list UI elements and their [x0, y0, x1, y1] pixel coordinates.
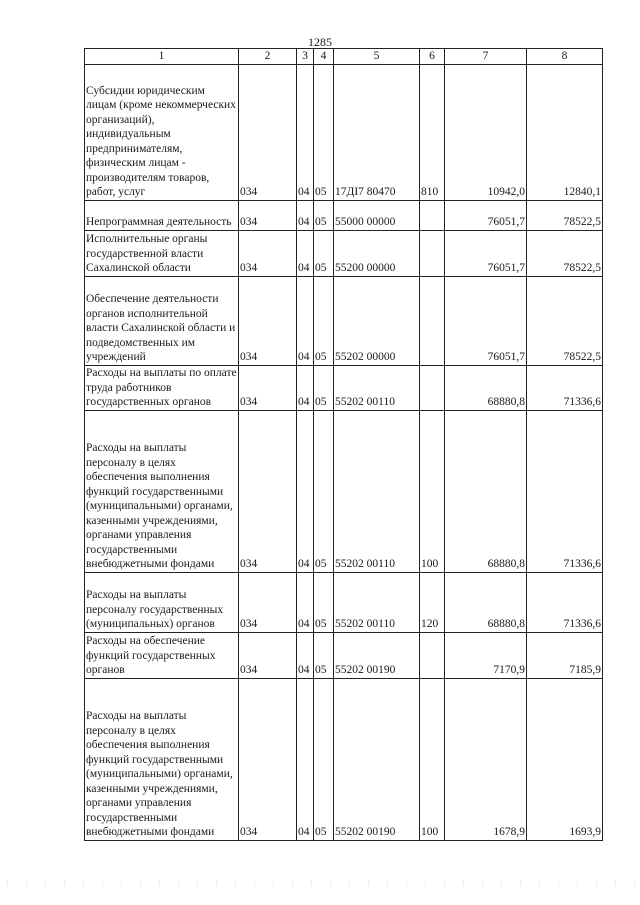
cell-admin: 034	[239, 365, 297, 410]
cell-subsection: 05	[314, 200, 334, 230]
cell-target: 55202 00190	[334, 678, 420, 840]
cell-expense-type	[420, 200, 445, 230]
cell-amount-1: 7170,9	[445, 632, 527, 678]
cell-subsection: 05	[314, 410, 334, 572]
cell-admin: 034	[239, 632, 297, 678]
cell-expense-type	[420, 230, 445, 276]
cell-amount-1: 76051,7	[445, 276, 527, 365]
row-name: Расходы на выплаты персоналу в целях обеспечения выполнения функций государственными (муниципальными) органами, казенными учреждениями, органами управления государственными внебюджетными фондами	[85, 410, 239, 572]
cell-subsection: 05	[314, 230, 334, 276]
page-number: 1285	[308, 35, 332, 49]
cell-amount-2: 78522,5	[527, 200, 603, 230]
cell-section: 04	[297, 632, 314, 678]
cell-amount-1: 1678,9	[445, 678, 527, 840]
cell-expense-type: 100	[420, 410, 445, 572]
cell-admin: 034	[239, 276, 297, 365]
cell-expense-type	[420, 276, 445, 365]
cell-admin: 034	[239, 64, 297, 200]
table-row	[85, 632, 603, 678]
cell-amount-1: 68880,8	[445, 365, 527, 410]
cell-subsection: 05	[314, 678, 334, 840]
header-cell: 6	[420, 49, 445, 65]
header-cell: 4	[314, 49, 334, 65]
row-name: Субсидии юридическим лицам (кроме некоммерческих организаций), индивидуальным предпринимателям, физическим лицам - производителям товаров, работ, услуг	[85, 64, 239, 200]
header-cell: 1	[85, 49, 239, 65]
cell-target: 55202 00110	[334, 365, 420, 410]
cell-amount-1: 68880,8	[445, 410, 527, 572]
budget-table	[84, 48, 603, 841]
cell-target: 55202 00000	[334, 276, 420, 365]
header-row	[85, 49, 603, 65]
cell-expense-type	[420, 632, 445, 678]
table-row	[85, 410, 603, 572]
cell-section: 04	[297, 64, 314, 200]
scan-noise-strip	[0, 880, 640, 886]
header-cell: 5	[334, 49, 420, 65]
cell-subsection: 05	[314, 632, 334, 678]
cell-admin: 034	[239, 200, 297, 230]
cell-subsection: 05	[314, 572, 334, 632]
header-cell: 3	[297, 49, 314, 65]
cell-target: 17ДI7 80470	[334, 64, 420, 200]
row-name: Непрограммная деятельность	[85, 200, 239, 230]
header-cell: 2	[239, 49, 297, 65]
cell-admin: 034	[239, 230, 297, 276]
cell-amount-2: 78522,5	[527, 276, 603, 365]
cell-amount-2: 1693,9	[527, 678, 603, 840]
cell-admin: 034	[239, 572, 297, 632]
row-name: Расходы на выплаты персоналу в целях обеспечения выполнения функций государственными (муниципальными) органами, казенными учреждениями, органами управления государственными внебюджетными фондами	[85, 678, 239, 840]
cell-expense-type: 100	[420, 678, 445, 840]
table-row	[85, 200, 603, 230]
cell-admin: 034	[239, 410, 297, 572]
cell-subsection: 05	[314, 64, 334, 200]
cell-section: 04	[297, 200, 314, 230]
cell-section: 04	[297, 230, 314, 276]
cell-section: 04	[297, 572, 314, 632]
table-row	[85, 64, 603, 200]
cell-amount-2: 78522,5	[527, 230, 603, 276]
table-row	[85, 365, 603, 410]
cell-target: 55000 00000	[334, 200, 420, 230]
header-cell: 7	[445, 49, 527, 65]
cell-section: 04	[297, 678, 314, 840]
table-row	[85, 572, 603, 632]
cell-target: 55202 00190	[334, 632, 420, 678]
row-name: Расходы на выплаты персоналу государственных (муниципальных) органов	[85, 572, 239, 632]
cell-target: 55200 00000	[334, 230, 420, 276]
row-name: Расходы на выплаты по оплате труда работников государственных органов	[86, 367, 237, 408]
cell-section: 04	[297, 276, 314, 365]
row-name: Исполнительные органы государственной власти Сахалинской области	[85, 230, 239, 276]
cell-subsection: 05	[314, 276, 334, 365]
row-name: Обеспечение деятельности органов исполнительной власти Сахалинской области и подведомственных им учреждений	[85, 276, 239, 365]
cell-section: 04	[297, 410, 314, 572]
cell-amount-1: 68880,8	[445, 572, 527, 632]
row-name: Расходы на обеспечение функций государственных органов	[85, 632, 239, 678]
cell-amount-1: 76051,7	[445, 230, 527, 276]
cell-amount-1: 10942,0	[445, 64, 527, 200]
cell-admin: 034	[239, 678, 297, 840]
header-cell: 8	[527, 49, 603, 65]
cell-section: 04	[297, 365, 314, 410]
cell-amount-2: 71336,6	[527, 410, 603, 572]
table-row	[85, 678, 603, 840]
table-row	[85, 230, 603, 276]
table-row	[85, 276, 603, 365]
cell-amount-2: 71336,6	[527, 365, 603, 410]
cell-amount-1: 76051,7	[445, 200, 527, 230]
cell-expense-type: 810	[420, 64, 445, 200]
cell-target: 55202 00110	[334, 410, 420, 572]
cell-target: 55202 00110	[334, 572, 420, 632]
cell-amount-2: 71336,6	[527, 572, 603, 632]
cell-expense-type: 120	[420, 572, 445, 632]
cell-subsection: 05	[314, 365, 334, 410]
cell-amount-2: 7185,9	[527, 632, 603, 678]
cell-expense-type	[420, 365, 445, 410]
cell-amount-2: 12840,1	[527, 64, 603, 200]
